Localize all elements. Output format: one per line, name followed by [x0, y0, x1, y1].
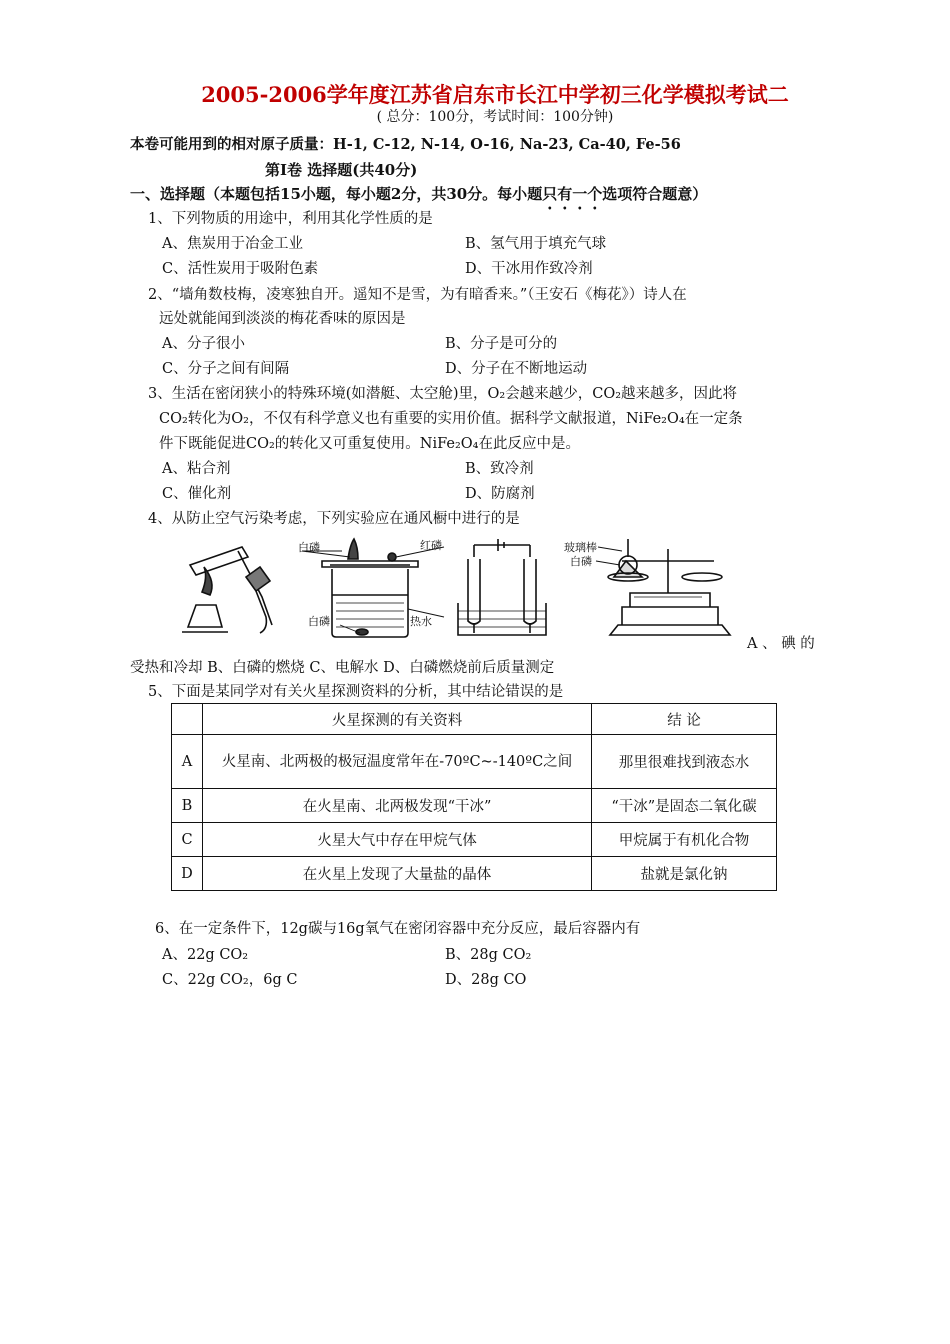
section-title: 第Ⅰ卷 选择题(共40分): [265, 161, 418, 179]
exam-title: 2005-2006学年度江苏省启东市长江中学初三化学模拟考试二: [201, 82, 789, 107]
table-cell: 在火星南、北两极发现“干冰”: [203, 789, 592, 823]
q1-option-d: D、干冰用作致冷剂: [465, 261, 593, 277]
emphasis-dots: 只有一个: [542, 185, 603, 203]
label-glass-rod: 玻璃棒: [564, 541, 597, 554]
q6-option-c: C、22g CO₂，6g C: [162, 972, 298, 988]
label-hot-water: 热水: [410, 615, 432, 628]
table-row: [172, 823, 777, 857]
q6-option-b: B、28g CO₂: [445, 947, 532, 963]
q3-option-c: C、催化剂: [162, 486, 232, 502]
table-cell: 火星大气中存在甲烷气体: [203, 823, 592, 857]
part-title: 一、选择题（本题包括15小题，每小题2分，共30分。每小题只有一个选项符合题意）: [130, 185, 708, 203]
q3-option-b: B、致冷剂: [465, 461, 534, 477]
q2-option-c: C、分子之间有间隔: [162, 361, 290, 377]
exam-subtitle: ( 总分：100分，考试时间：100分钟): [376, 109, 614, 125]
table-header-cell: 火星探测的有关资料: [203, 704, 592, 735]
table-cell: 火星南、北两极的极冠温度常年在-70ºC~-140ºC之间: [203, 735, 592, 789]
question-5-stem: 5、下面是某同学对有关火星探测资料的分析，其中结论错误的是: [148, 684, 564, 700]
iodine-heating-figure: [182, 547, 272, 633]
q6-option-d: D、28g CO: [445, 972, 527, 988]
label-white-phosphorus-3: 白磷: [570, 555, 592, 568]
q4-option-a-start: A 、 碘 的: [747, 636, 815, 652]
table-cell: D: [172, 857, 203, 891]
q2-option-b: B、分子是可分的: [445, 336, 558, 352]
experiment-figures: [182, 537, 742, 642]
question-6-stem: 6、在一定条件下，12g碳与16g氧气在密闭容器中充分反应，最后容器内有: [155, 921, 641, 937]
q3-option-d: D、防腐剂: [465, 486, 535, 502]
mars-data-table: [171, 703, 777, 891]
phosphorus-combustion-figure: [298, 538, 444, 637]
table-cell: “干冰”是固态二氧化碳: [592, 789, 777, 823]
table-row: [172, 789, 777, 823]
question-2-stem-2: 远处就能闻到淡淡的梅花香味的原因是: [159, 311, 406, 327]
question-3-stem-2: CO₂转化为O₂，不仅有科学意义也有重要的实用价值。据科学文献报道，NiFe₂O₄在一定条: [159, 411, 743, 427]
label-white-phosphorus: 白磷: [298, 541, 320, 554]
question-2-stem-1: 2、“墙角数枝梅，凌寒独自开。遥知不是雪，为有暗香来。”（王安石《梅花》）诗人在: [148, 287, 687, 303]
label-white-phosphorus-2: 白磷: [308, 615, 330, 628]
table-header-cell: [172, 704, 203, 735]
q1-option-b: B、氢气用于填充气球: [465, 236, 607, 252]
q1-option-a: A、焦炭用于冶金工业: [162, 236, 303, 252]
balance-figure: [564, 539, 730, 635]
table-row: [172, 735, 777, 789]
q3-option-a: A、粘合剂: [162, 461, 231, 477]
q2-option-d: D、分子在不断地运动: [445, 361, 588, 377]
table-cell: 盐就是氯化钠: [592, 857, 777, 891]
question-4-stem: 4、从防止空气污染考虑，下列实验应在通风橱中进行的是: [148, 511, 520, 527]
table-header-row: [172, 704, 777, 735]
atomic-mass-line: 本卷可能用到的相对原子质量：H-1, C-12, N-14, O-16, Na-23, Ca-40, Fe-56: [130, 136, 681, 153]
q4-options-line: 受热和冷却 B、白磷的燃烧 C、电解水 D、白磷燃烧前后质量测定: [130, 660, 555, 676]
question-3-stem-3: 件下既能促进CO₂的转化又可重复使用。NiFe₂O₄在此反应中是。: [159, 436, 580, 452]
table-cell: 甲烷属于有机化合物: [592, 823, 777, 857]
q2-option-a: A、分子很小: [162, 336, 245, 352]
table-cell: 在火星上发现了大量盐的晶体: [203, 857, 592, 891]
table-cell: A: [172, 735, 203, 789]
table-header-cell: 结 论: [592, 704, 777, 735]
electrolysis-figure: [458, 539, 546, 635]
question-1-stem: 1、下列物质的用途中，利用其化学性质的是: [148, 211, 433, 227]
table-cell: C: [172, 823, 203, 857]
question-3-stem-1: 3、生活在密闭狭小的特殊环境(如潜艇、太空舱)里，O₂会越来越少，CO₂越来越多，因此将: [148, 386, 738, 402]
q6-option-a: A、22g CO₂: [162, 947, 249, 963]
table-cell: 那里很难找到液态水: [592, 735, 777, 789]
q1-option-c: C、活性炭用于吸附色素: [162, 261, 319, 277]
table-cell: B: [172, 789, 203, 823]
label-red-phosphorus: 红磷: [420, 539, 442, 552]
table-row: [172, 857, 777, 891]
